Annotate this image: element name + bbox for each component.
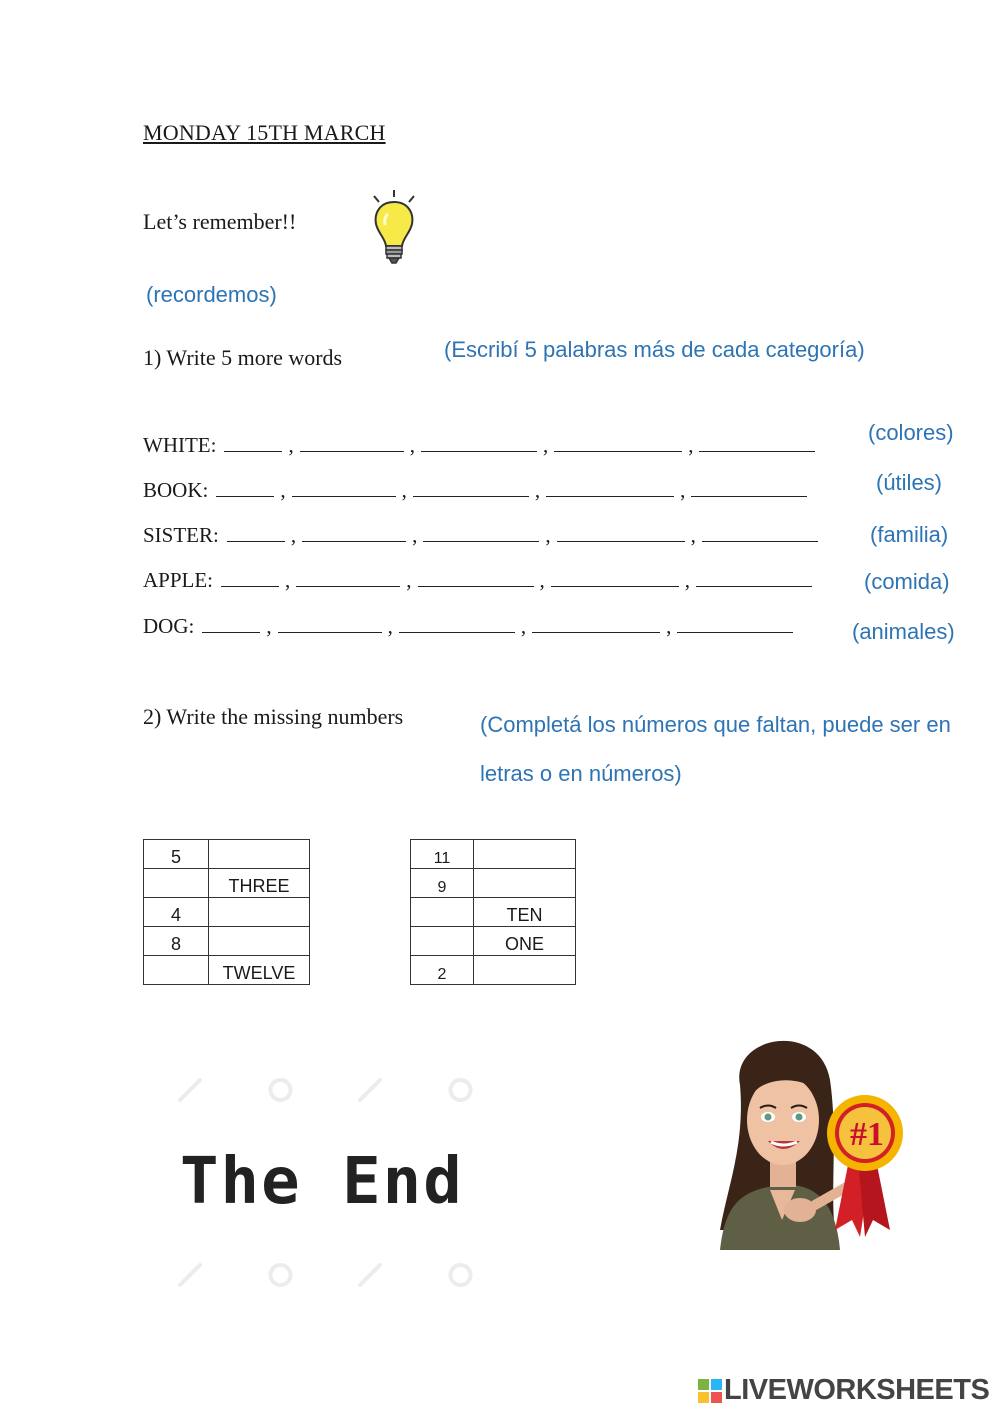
table-cell[interactable] xyxy=(411,927,474,956)
table-cell[interactable]: 11 xyxy=(411,840,474,869)
intro-text: Let’s remember!! xyxy=(143,209,297,234)
answer-blank[interactable] xyxy=(292,478,396,497)
answer-blank[interactable] xyxy=(702,523,818,542)
answer-blank[interactable] xyxy=(423,523,539,542)
table-cell[interactable]: 9 xyxy=(411,869,474,898)
page-title: MONDAY 15TH MARCH xyxy=(143,120,386,145)
word-row: BOOK: , , , , xyxy=(143,478,811,503)
answer-blank[interactable] xyxy=(699,433,815,452)
category-word: APPLE: xyxy=(143,568,214,592)
table-cell[interactable] xyxy=(209,840,310,869)
word-row: DOG: , , , , xyxy=(143,614,797,639)
svg-text:#1: #1 xyxy=(850,1116,884,1153)
word-row: WHITE: , , , , xyxy=(143,433,819,458)
category-word: WHITE: xyxy=(143,433,217,457)
category-translation: (familia) xyxy=(870,522,949,547)
exercise1-translation: (Escribí 5 palabras más de cada categoría) xyxy=(444,337,865,362)
table-cell[interactable] xyxy=(474,840,576,869)
table-cell[interactable] xyxy=(144,869,209,898)
answer-blank[interactable] xyxy=(296,568,400,587)
answer-blank[interactable] xyxy=(696,568,812,587)
category-word: SISTER: xyxy=(143,523,219,547)
category-translation: (comida) xyxy=(864,569,950,594)
table-row xyxy=(144,869,310,898)
answer-blank[interactable] xyxy=(413,478,529,497)
table-row xyxy=(411,869,576,898)
table-cell[interactable]: ONE xyxy=(474,927,576,956)
answer-blank[interactable] xyxy=(221,568,279,587)
category-translation: (colores) xyxy=(868,420,954,445)
table-cell[interactable] xyxy=(474,956,576,985)
answer-blank[interactable] xyxy=(302,523,406,542)
exercise2-translation: (Completá los números que faltan, puede ser en letras o en números) xyxy=(480,712,951,786)
answer-blank[interactable] xyxy=(278,614,382,633)
category-word: BOOK: xyxy=(143,478,209,502)
exercise2-instruction: 2) Write the missing numbers xyxy=(143,704,404,729)
table-row xyxy=(411,956,576,985)
table-cell[interactable]: TWELVE xyxy=(209,956,310,985)
table-cell[interactable]: 5 xyxy=(144,840,209,869)
answer-blank[interactable] xyxy=(691,478,807,497)
table-cell[interactable]: THREE xyxy=(209,869,310,898)
table-cell[interactable]: 8 xyxy=(144,927,209,956)
intro-translation: (recordemos) xyxy=(146,282,277,307)
table-row xyxy=(144,840,310,869)
answer-blank[interactable] xyxy=(418,568,534,587)
answer-blank[interactable] xyxy=(677,614,793,633)
table-cell[interactable]: 4 xyxy=(144,898,209,927)
teacher-avatar-image xyxy=(700,1025,915,1250)
answer-blank[interactable] xyxy=(227,523,285,542)
numbers-table-2 xyxy=(410,839,576,985)
answer-blank[interactable] xyxy=(546,478,674,497)
answer-blank[interactable] xyxy=(421,433,537,452)
answer-blank[interactable] xyxy=(554,433,682,452)
exercise1-instruction: 1) Write 5 more words xyxy=(143,345,343,370)
answer-blank[interactable] xyxy=(224,433,282,452)
table-cell[interactable]: TEN xyxy=(474,898,576,927)
answer-blank[interactable] xyxy=(551,568,679,587)
table-row xyxy=(411,898,576,927)
table-cell[interactable] xyxy=(209,898,310,927)
category-word: DOG: xyxy=(143,614,195,638)
table-row xyxy=(144,927,310,956)
answer-blank[interactable] xyxy=(399,614,515,633)
brand-logo xyxy=(698,1374,989,1407)
numbers-table-1 xyxy=(143,839,310,985)
table-row xyxy=(144,898,310,927)
category-translation: (animales) xyxy=(852,619,955,644)
answer-blank[interactable] xyxy=(202,614,260,633)
brand-name: LIVEWORKSHEETS xyxy=(724,1374,990,1406)
word-row: APPLE: , , , , xyxy=(143,568,816,593)
table-row xyxy=(144,956,310,985)
answer-blank[interactable] xyxy=(300,433,404,452)
answer-blank[interactable] xyxy=(557,523,685,542)
table-cell[interactable] xyxy=(411,898,474,927)
table-cell[interactable] xyxy=(144,956,209,985)
word-row: SISTER: , , , , xyxy=(143,523,822,548)
table-row xyxy=(411,840,576,869)
table-row xyxy=(411,927,576,956)
answer-blank[interactable] xyxy=(216,478,274,497)
liveworksheets-logo-icon xyxy=(698,1379,722,1403)
table-cell[interactable] xyxy=(474,869,576,898)
answer-blank[interactable] xyxy=(532,614,660,633)
category-translation: (útiles) xyxy=(876,470,943,495)
lightbulb-icon xyxy=(366,188,422,268)
table-cell[interactable] xyxy=(209,927,310,956)
the-end-text: The End xyxy=(180,1145,464,1219)
table-cell[interactable]: 2 xyxy=(411,956,474,985)
